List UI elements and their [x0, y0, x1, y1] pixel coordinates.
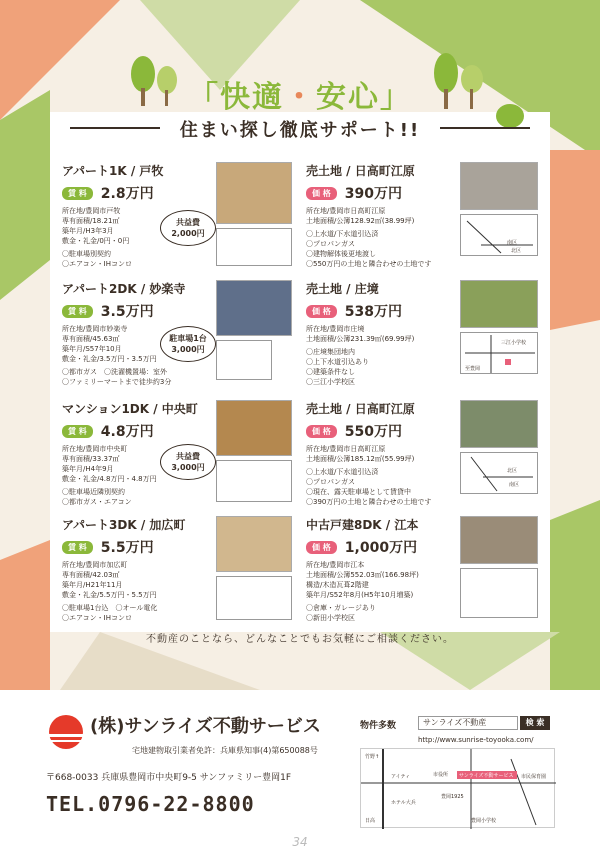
headline-word-comfort: 快適 — [220, 80, 284, 115]
listing-title: 売土地 / 日高町江原 — [306, 402, 415, 416]
map-label: 三江小学校 — [501, 340, 527, 346]
headline-word-safety: 安心 — [316, 80, 380, 115]
detail-line: 専有面積/45.63㎡ — [62, 335, 120, 343]
price-tag: 賃 料 — [62, 187, 93, 200]
feature-line: 〇現在、露天駐車場として賃貸中 — [306, 488, 411, 496]
detail-line: 土地面積/公簿552.03㎡(166.98坪) — [306, 571, 419, 579]
price-tag: 価 格 — [306, 541, 337, 554]
detail-line: 所在地/豊岡市戸牧 — [62, 207, 121, 215]
access-map-roads — [361, 749, 556, 829]
detail-line: 所在地/豊岡市庄境 — [306, 325, 365, 333]
detail-line: 所在地/豊岡市妙楽寺 — [62, 325, 128, 333]
feature-line: 〇三江小学校区 — [306, 378, 355, 386]
right-orange-band — [550, 150, 600, 330]
detail-line: 敷金・礼金/3.5万円・3.5万円 — [62, 355, 157, 363]
map-label: 至豊岡 — [465, 366, 481, 372]
headline — [0, 72, 600, 116]
detail-line: 敷金・礼金/0円・0円 — [62, 237, 130, 245]
listing-price: 4.8万円 — [100, 424, 154, 440]
detail-line: 築年月/H4年9月 — [62, 465, 114, 473]
consult-message: 不動産のことなら、どんなことでもお気軽にご相談ください。 — [146, 634, 454, 645]
headline-bracket-open: 「 — [188, 80, 220, 115]
house-photo — [216, 516, 292, 572]
detail-line: 築年月/H3年3月 — [62, 227, 114, 235]
badge-value: 3,000円 — [171, 345, 205, 354]
map-label: アイティ — [391, 774, 411, 780]
floor-plan — [216, 228, 292, 266]
listing-price: 5.5万円 — [100, 540, 154, 556]
price-tag: 賃 料 — [62, 305, 93, 318]
location-map — [460, 332, 538, 374]
company-name: (株)サンライズ不動サービス — [90, 716, 321, 737]
fee-badge — [160, 326, 216, 362]
fee-badge — [160, 210, 216, 246]
map-label-company: サンライズ不動サービス — [459, 773, 514, 779]
badge-label: 共益費 — [176, 452, 200, 461]
badge-value: 3,000円 — [171, 463, 205, 472]
feature-line: 〇390万円の土地と隣合わせの土地です — [306, 498, 432, 506]
website-url[interactable]: http://www.sunrise-toyooka.com/ — [418, 736, 534, 744]
listing-title: 売土地 / 庄境 — [306, 282, 379, 296]
feature-line: 〇エアコン・IHコンロ — [62, 260, 132, 268]
map-label: 市民保育園 — [521, 774, 547, 780]
detail-line: 所在地/豊岡市加広町 — [62, 561, 128, 569]
listing-price: 390万円 — [344, 186, 403, 202]
map-label: 日高 — [365, 818, 376, 824]
feature-line: 〇駐車場別契約 — [62, 250, 111, 258]
fee-badge — [160, 444, 216, 480]
access-map — [360, 748, 555, 828]
price-tag: 価 格 — [306, 425, 337, 438]
detail-line: 土地面積/公簿185.12㎡(55.99坪) — [306, 455, 415, 463]
feature-line: 〇都市ガス 〇洗濯機置場：室外 — [62, 368, 167, 376]
detail-line: 所在地/豊岡市日高町江原 — [306, 445, 386, 453]
location-map — [460, 452, 538, 494]
feature-line: 〇プロパンガス — [306, 240, 355, 248]
feature-line: 〇上下水道引込あり — [306, 358, 369, 366]
search-button[interactable]: 検 索 — [520, 716, 550, 730]
listing-title: マンション1DK / 中央町 — [62, 402, 198, 416]
feature-line: 〇建築条件なし — [306, 368, 355, 376]
detail-line: 築年月/H21年11月 — [62, 581, 123, 589]
badge-value: 2,000円 — [171, 229, 205, 238]
map-label: 南区 — [507, 240, 518, 246]
floor-plan — [216, 340, 272, 380]
feature-line: 〇庄境集団地内 — [306, 348, 355, 356]
company-address: 〒668-0033 兵庫県豊岡市中央町9-5 サンファミリー豊岡1F — [46, 773, 292, 783]
listing-title: 売土地 / 日高町江原 — [306, 164, 415, 178]
listing-price: 538万円 — [344, 304, 403, 320]
detail-line: 所在地/豊岡市江本 — [306, 561, 365, 569]
feature-line: 〇上水道/下水道引込済 — [306, 230, 379, 238]
price-tag: 価 格 — [306, 187, 337, 200]
detail-line: 築年月/S57年10月 — [62, 345, 122, 353]
search-input[interactable]: サンライズ不動産 — [418, 716, 518, 730]
floor-plan — [460, 568, 538, 618]
listing-price: 2.8万円 — [100, 186, 154, 202]
feature-line: 〇建物解体後更地渡し — [306, 250, 376, 258]
feature-line: 〇駐車場近隣別契約 — [62, 488, 125, 496]
feature-line: 〇新田小学校区 — [306, 614, 355, 622]
badge-label: 共益費 — [176, 218, 200, 227]
room-photo — [216, 400, 292, 456]
left-orange-band — [0, 540, 50, 690]
price-tag: 価 格 — [306, 305, 337, 318]
listing-price: 550万円 — [344, 424, 403, 440]
page-number: 34 — [292, 835, 308, 849]
map-label: 北区 — [507, 468, 518, 474]
detail-line: 敷金・礼金/5.5万円・5.5万円 — [62, 591, 157, 599]
building-photo — [216, 280, 292, 336]
feature-line: 〇駐車場1台込 〇オール電化 — [62, 604, 158, 612]
listing-title: アパート2DK / 妙楽寺 — [62, 282, 186, 296]
feature-line: 〇550万円の土地と隣合わせの土地です — [306, 260, 432, 268]
location-map — [460, 214, 538, 256]
badge-label: 駐車場1台 — [169, 334, 207, 343]
right-green-band — [550, 500, 600, 690]
map-label: 豊岡1925 — [441, 794, 464, 800]
feature-line: 〇都市ガス・エアコン — [62, 498, 132, 506]
room-photo — [216, 162, 292, 224]
listing-price: 1,000万円 — [344, 540, 418, 556]
sunrise-logo-icon — [46, 712, 86, 752]
headline-dot: ・ — [284, 80, 316, 115]
headline-bracket-close: 」 — [380, 80, 412, 115]
map-label: 北区 — [511, 248, 522, 254]
map-label: 南区 — [509, 482, 520, 488]
price-tag: 賃 料 — [62, 541, 93, 554]
detail-line: 築年月/S52年8月(H5年10月増築) — [306, 591, 414, 599]
land-photo — [460, 280, 538, 328]
feature-line: 〇倉庫・ガレージあり — [306, 604, 376, 612]
listing-title: アパート3DK / 加広町 — [62, 518, 186, 532]
listing-title: 中古戸建8DK / 江本 — [306, 518, 419, 532]
floor-plan — [216, 460, 292, 502]
map-label: ホテル大兵 — [391, 800, 416, 806]
detail-line: 専有面積/18.21㎡ — [62, 217, 120, 225]
map-label: 市役所 — [433, 772, 449, 778]
price-tag: 賃 料 — [62, 425, 93, 438]
listing-price: 3.5万円 — [100, 304, 154, 320]
feature-line: 〇上水道/下水道引込済 — [306, 468, 379, 476]
license-number: 宅地建物取引業者免許：兵庫県知事(4)第650088号 — [132, 746, 318, 755]
map-roads — [461, 453, 539, 495]
map-roads — [461, 215, 539, 257]
detail-line: 所在地/豊岡市中央町 — [62, 445, 128, 453]
feature-line: 〇ファミリーマートまで徒歩約3分 — [62, 378, 172, 386]
feature-line: 〇プロパンガス — [306, 478, 355, 486]
floor-plan — [216, 576, 292, 620]
detail-line: 所在地/豊岡市日高町江原 — [306, 207, 386, 215]
house-photo — [460, 516, 538, 564]
listing-title: アパート1K / 戸牧 — [62, 164, 164, 178]
search-label: 物件多数 — [360, 721, 397, 731]
detail-line: 専有面積/33.37㎡ — [62, 455, 120, 463]
detail-line: 土地面積/公簿128.92㎡(38.99坪) — [306, 217, 415, 225]
subheadline: 住まい探し徹底サポート!! — [179, 120, 421, 141]
land-photo — [460, 162, 538, 210]
map-label: 豊岡小学校 — [471, 818, 497, 824]
detail-line: 専有面積/42.03㎡ — [62, 571, 120, 579]
phone-number[interactable]: TEL.0796-22-8800 — [46, 792, 255, 816]
detail-line: 土地面積/公簿231.39㎡(69.99坪) — [306, 335, 415, 343]
map-label: 竹野↑ — [365, 754, 380, 760]
detail-line: 敷金・礼金/4.8万円・4.8万円 — [62, 475, 157, 483]
land-photo — [460, 400, 538, 448]
feature-line: 〇エアコン・IHコンロ — [62, 614, 132, 622]
detail-line: 構造/木造瓦葺2階建 — [306, 581, 369, 589]
